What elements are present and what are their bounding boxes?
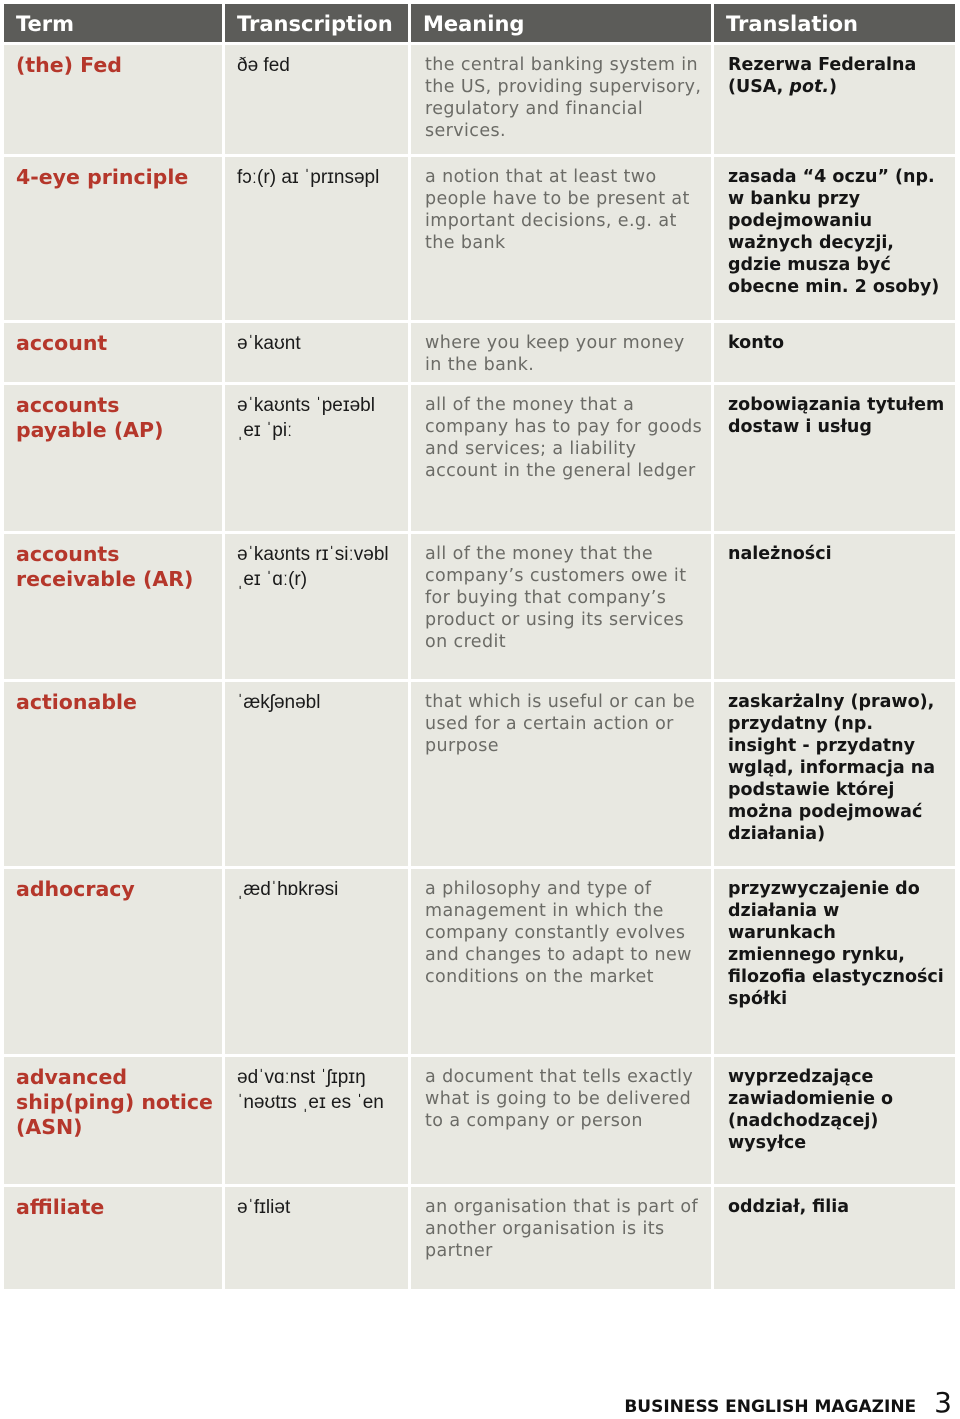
translation-cell: zaskarżalny (prawo), przydatny (np. insight - przydatny wgląd, informacja na podstawie której można podejmować działania) — [714, 682, 955, 866]
translation-cell: oddział, filia — [714, 1187, 955, 1289]
term-cell: actionable — [4, 682, 222, 866]
term-cell: 4-eye principle — [4, 157, 222, 320]
transcription-cell: əˈkaʊnt — [225, 323, 408, 382]
term-cell: affiliate — [4, 1187, 222, 1289]
translation-cell: zobowiązania tytułem dostaw i usług — [714, 385, 955, 531]
meaning-cell: the central banking system in the US, providing supervisory, regulatory and financial services. — [411, 45, 711, 154]
meaning-cell: an organisation that is part of another organisation is its partner — [411, 1187, 711, 1289]
transcription-cell: ˈækʃənəbl — [225, 682, 408, 866]
transcription-cell: ˌædˈhɒkrəsi — [225, 869, 408, 1054]
meaning-cell: a notion that at least two people have to be present at important decisions, e.g. at the bank — [411, 157, 711, 320]
header-meaning: Meaning — [411, 4, 711, 42]
meaning-cell: a document that tells exactly what is going to be delivered to a company or person — [411, 1057, 711, 1184]
translation-cell: należności — [714, 534, 955, 679]
transcription-cell: ðə fed — [225, 45, 408, 154]
transcription-cell: əˈkaʊnts ˈpeɪəbl ˌeɪ ˈpiː — [225, 385, 408, 531]
meaning-cell: where you keep your money in the bank. — [411, 323, 711, 382]
meaning-cell: a philosophy and type of management in which the company constantly evolves and changes to adapt to new conditions on the market — [411, 869, 711, 1054]
meaning-cell: that which is useful or can be used for a certain action or purpose — [411, 682, 711, 866]
translation-end: ) — [829, 77, 837, 97]
transcription-cell: əˈkaʊnts rɪˈsiːvəbl ˌeɪ ˈɑː(r) — [225, 534, 408, 679]
term-cell: adhocracy — [4, 869, 222, 1054]
magazine-title: BUSINESS ENGLISH MAGAZINE — [624, 1397, 917, 1417]
term-cell: accounts payable (AP) — [4, 385, 222, 531]
transcription-cell: ədˈvɑːnst ˈʃɪpɪŋ ˈnəʊtɪs ˌeɪ es ˈen — [225, 1057, 408, 1184]
translation-cell: wyprzedzające zawiadomienie o (nadchodzącej) wysyłce — [714, 1057, 955, 1184]
term-cell: accounts receivable (AR) — [4, 534, 222, 679]
translation-cell: przyzwyczajenie do działania w warunkach zmiennego rynku, filozofia elastyczności spółki — [714, 869, 955, 1054]
meaning-cell: all of the money that a company has to pay for goods and services; a liability account in the general ledger — [411, 385, 711, 531]
header-translation: Translation — [714, 4, 955, 42]
term-cell: (the) Fed — [4, 45, 222, 154]
header-transcription: Transcription — [225, 4, 408, 42]
translation-abbrev: pot. — [789, 77, 829, 97]
translation-cell: zasada “4 oczu” (np. w banku przy podejmowaniu ważnych decyzji, gdzie musza być obecne min. 2 osoby) — [714, 157, 955, 320]
translation-cell: konto — [714, 323, 955, 382]
transcription-cell: fɔː(r) aɪ ˈprɪnsəpl — [225, 157, 408, 320]
term-cell: advanced ship(ping) notice (ASN) — [4, 1057, 222, 1184]
translation-text: Rezerwa Federalna (USA, — [728, 55, 917, 97]
page-footer — [624, 1386, 952, 1419]
term-cell: account — [4, 323, 222, 382]
header-term: Term — [4, 4, 222, 42]
transcription-cell: əˈfɪliət — [225, 1187, 408, 1289]
translation-cell — [714, 45, 955, 154]
vocabulary-table — [4, 4, 956, 1289]
page-number: 3 — [934, 1386, 952, 1419]
meaning-cell: all of the money that the company’s customers owe it for buying that company’s product or using its services on credit — [411, 534, 711, 679]
